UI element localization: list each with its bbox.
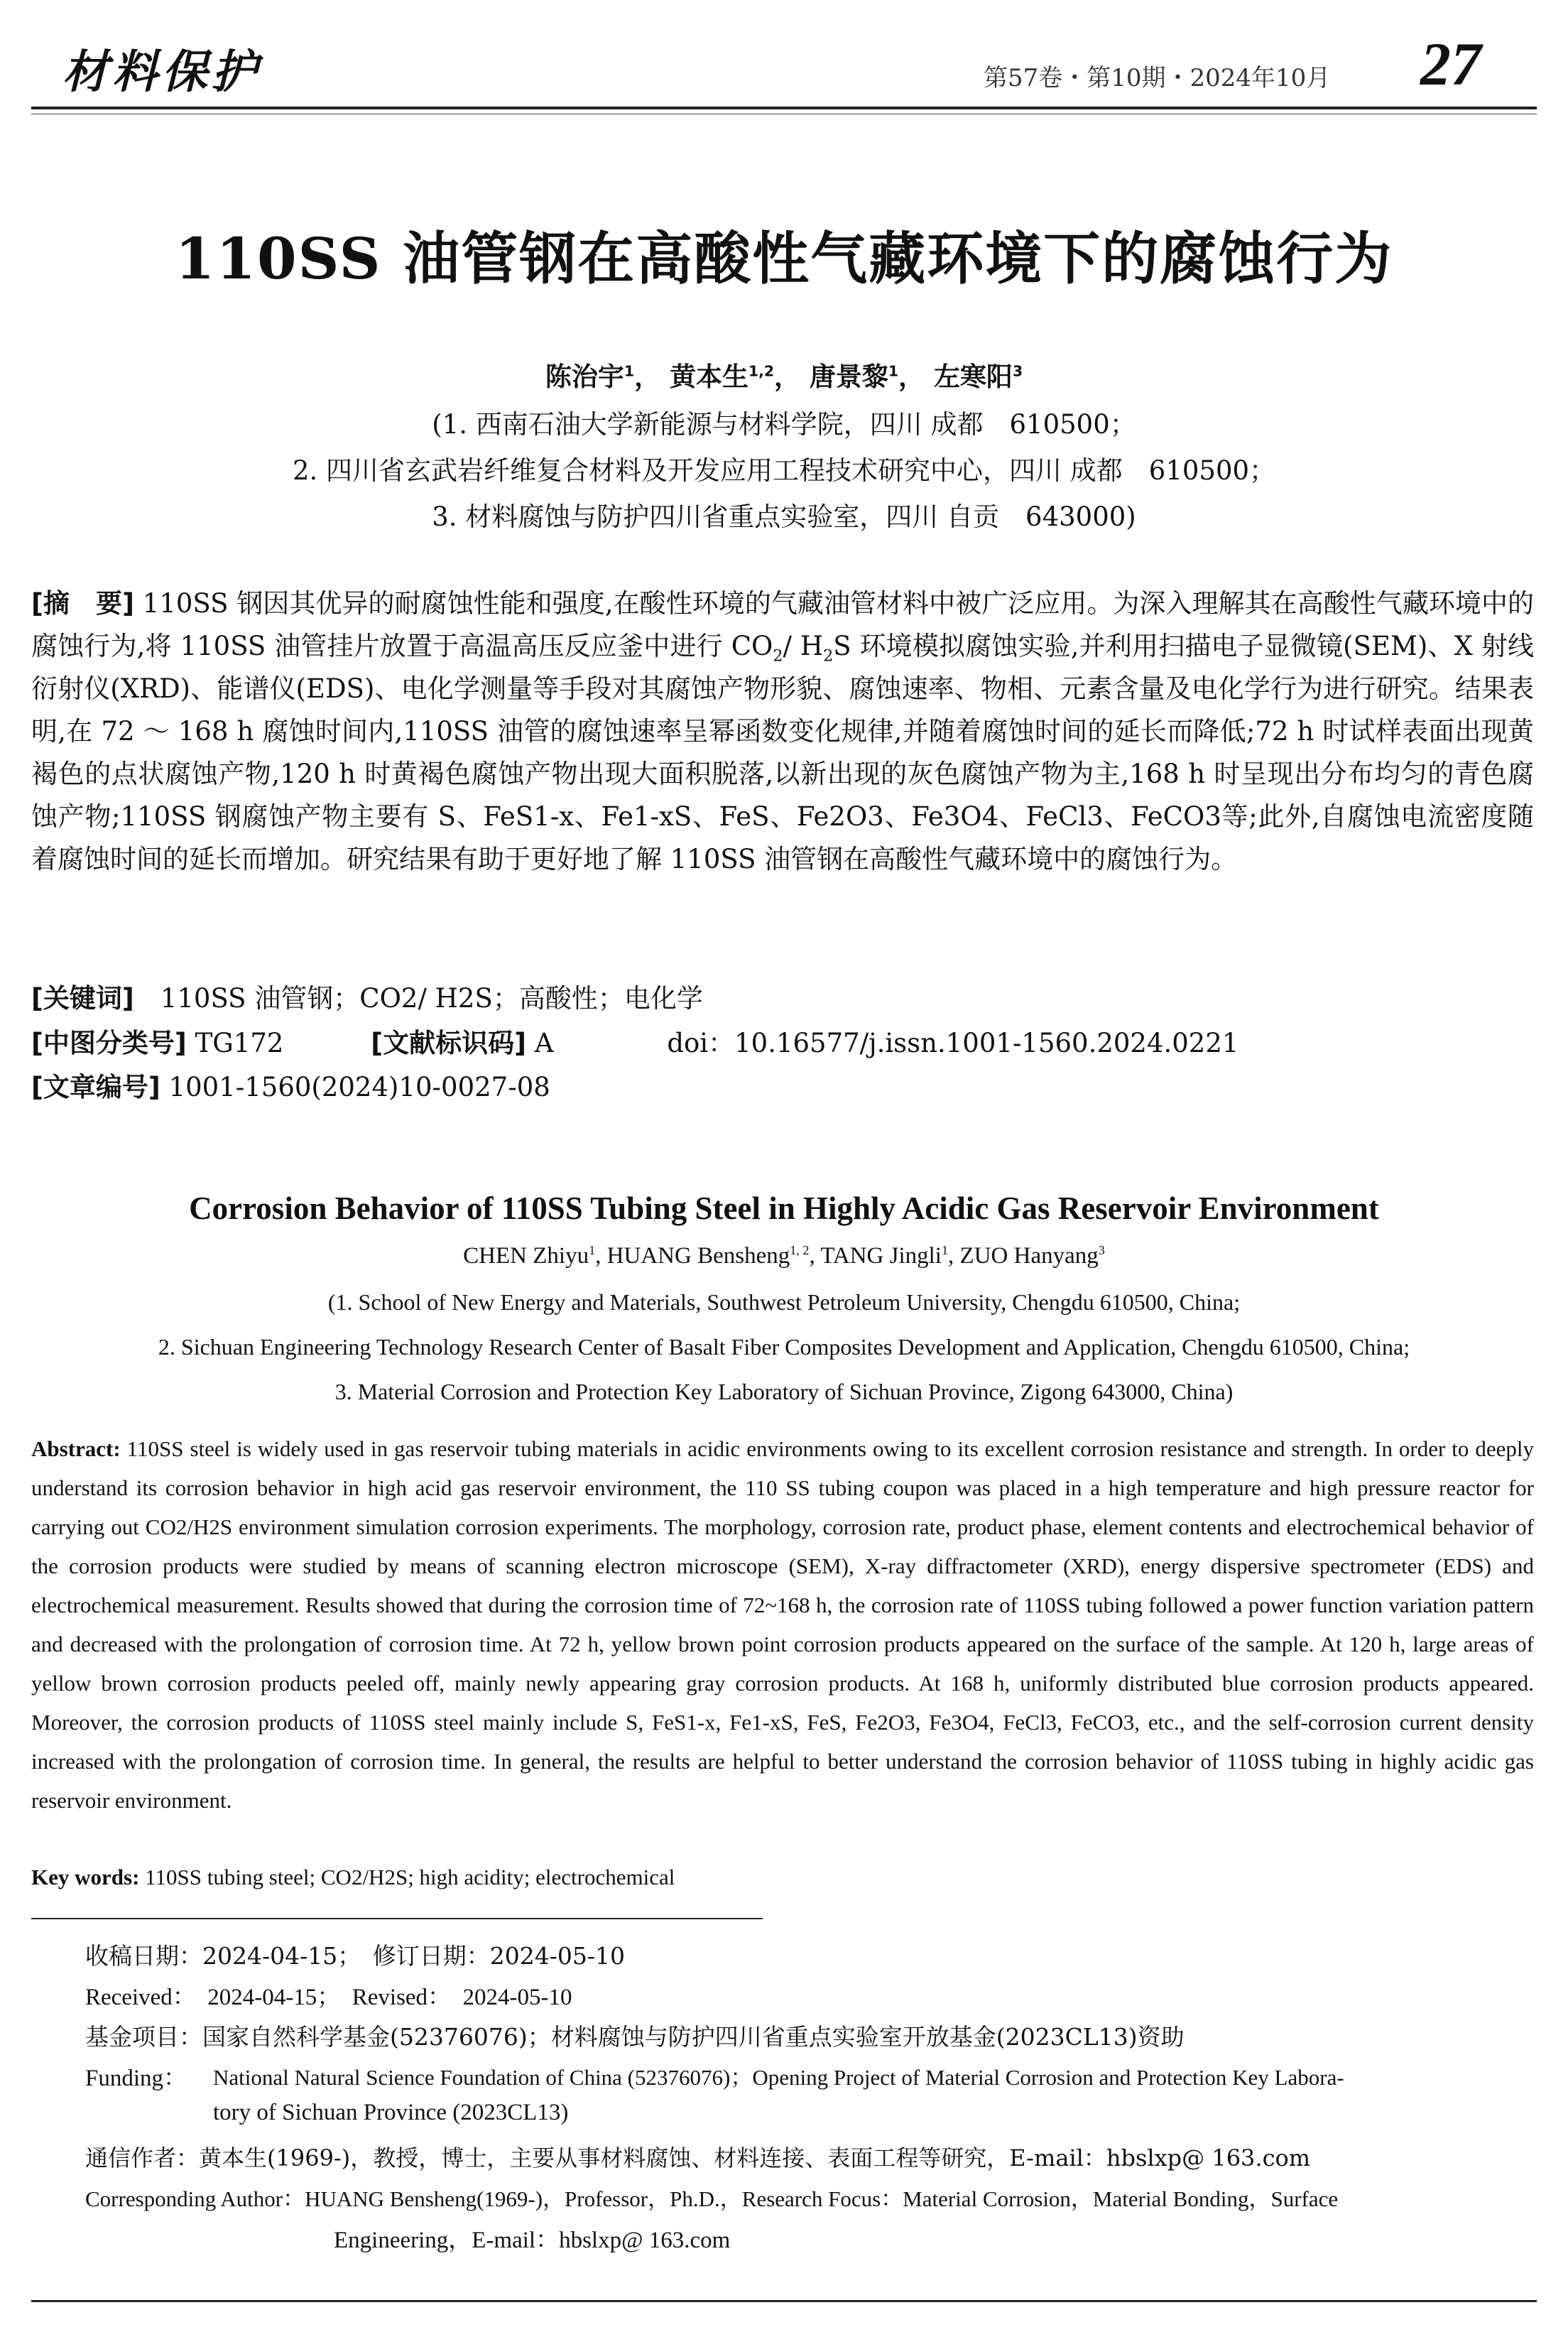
affiliation-cn-3: 3. 材料腐蚀与防护四川省重点实验室，四川 自贡 643000) (432, 501, 1136, 532)
page-number: 27 (1420, 30, 1481, 98)
affiliation-en-3: 3. Material Corrosion and Protection Key Laboratory of Sichuan Province, Zigong 643000, China) (334, 1379, 1234, 1404)
doi: doi：10.16577/j.issn.1001-1560.2024.0221 (667, 1028, 1239, 1058)
funding-cn: 基金项目：国家自然科学基金(52376076)；材料腐蚀与防护四川省重点实验室开放基金(2023CL13)资助 (85, 2023, 1185, 2051)
received-cn: 收稿日期：2024-04-15； 修订日期：2024-05-10 (85, 1942, 626, 1970)
corresponding-en-2: Engineering，E-mail：hbslxp@ 163.com (334, 2228, 731, 2253)
author-name: 左寒阳 (933, 362, 1013, 392)
author-aff: 3 (1012, 362, 1023, 380)
issue-info: 第57卷・第10期・2024年10月 (984, 64, 1331, 92)
author-name: 唐景黎 (809, 362, 888, 392)
authors-english: CHEN Zhiyu$^1$, HUANG Bensheng$^{1, 2}$, TANG Jingli$^1$, ZUO Hanyang$^3$ (463, 1243, 1105, 1269)
footnote-rule (31, 1918, 763, 1919)
funding-en-2: tory of Sichuan Province (2023CL13) (213, 2100, 569, 2125)
authors-chinese: 陈治宇$^1$， 黄本生$^{1,2}$， 唐景黎$^1$， 左寒阳$^3$ (545, 362, 1023, 392)
author-aff: 1 (888, 362, 899, 380)
footer-rule (31, 2300, 1537, 2302)
title-chinese: 110SS 油管钢在高酸性气藏环境下的腐蚀行为 (175, 225, 1393, 292)
classification-line: [中图分类号] TG172 [文献标识码] A doi：10.16577/j.issn.1001-1560.2024.0221 (31, 1028, 1239, 1058)
corresponding-en-1: Corresponding Author：HUANG Bensheng(1969-)，Professor，Ph.D.，Research Focus：Material Corrosion，Material Bonding，Surface (85, 2186, 1339, 2211)
funding-en-label: Funding： (85, 2066, 187, 2091)
author-aff: 1 (624, 362, 635, 380)
header-rule (31, 107, 1537, 109)
received-en: Received： 2024-04-15； Revised： 2024-05-10 (85, 1985, 572, 2010)
author-name: 陈治宇 (545, 362, 624, 392)
corresponding-cn: 通信作者：黄本生(1969-)，教授，博士，主要从事材料腐蚀、材料连接、表面工程等研究，E-mail：hbslxp@ 163.com (85, 2144, 1311, 2171)
affiliation-en-1: (1. School of New Energy and Materials, Southwest Petroleum University, Chengdu 610500, China; (327, 1289, 1241, 1315)
abstract-english (31, 1429, 1534, 1820)
affiliation-cn-1: (1. 西南石油大学新能源与材料学院，四川 成都 610500； (432, 409, 1136, 440)
affiliation-en-2: 2. Sichuan Engineering Technology Research Center of Basalt Fiber Composites Development and Application, Chengdu 610500, China; (158, 1334, 1410, 1360)
keywords-cn: [关键词] 110SS 油管钢；CO2/ H2S；高酸性；电化学 (31, 983, 703, 1014)
article-number: [文章编号] 1001-1560(2024)10-0027-08 (31, 1072, 550, 1102)
author-aff: 1,2 (748, 362, 774, 380)
abstract-chinese: [摘 要] 110SS 钢因其优异的耐腐蚀性能和强度,在酸性环境的气藏油管材料中被广泛应用。为深入理解其在高酸性气藏环境中的腐蚀行为,将 110SS 油管挂片放置于高温高压反应釜中进行 $CO_2/$ $H_2S$ 环境模拟腐蚀实验,并利用扫描电子显微镜(SEM)、X 射线衍射仪(XRD)、能谱仪(EDS)、电化学测量等手段对其腐蚀产物形貌、腐蚀速率、物相、元素含量及电化学行为进行研究。结果表明,在 72 ～ 168 h 腐蚀时间内,110SS 油管的腐蚀速率呈幂函数变化规律,并随着腐蚀时间的延长而降低;72 h 时试样表面出现黄褐色的点状腐蚀产物,120 h 时黄褐色腐蚀产物出现大面积脱落,以新出现的灰色腐蚀产物为主,168 h 时呈现出分布均匀的青色腐蚀产物;110SS 钢腐蚀产物主要有 S、FeS1-x、Fe1-xS、FeS、Fe2O3、Fe3O4、FeCl3、FeCO3等;此外,自腐蚀电流密度随着腐蚀时间的延长而增加。研究结果有助于更好地了解 110SS 油管钢在高酸性气藏环境中的腐蚀行为。 (31, 588, 1534, 874)
abstract-text-2: S 环境模拟腐蚀实验,并利用扫描电子显微镜(SEM)、X 射线衍射仪(XRD)、能谱仪(EDS)、电化学测量等手段对其腐蚀产物形貌、腐蚀速率、物相、元素含量及电化学行为进行研究。结果表明,在 72 ～ 168 h 腐蚀时间内,110SS 油管的腐蚀速率呈幂函数变化规律,并随着腐蚀时间的延长而降低;72 h 时试样表面出现黄褐色的点状腐蚀产物,120 h 时黄褐色腐蚀产物出现大面积脱落,以新出现的灰色腐蚀产物为主,168 h 时呈现出分布均匀的青色腐蚀产物;110SS 钢腐蚀产物主要有 (31, 631, 1534, 832)
abstract-label: [摘 要] (31, 588, 134, 619)
keywords-en: Key words: 110SS tubing steel; CO2/H2S; high acidity; electrochemical (31, 1865, 675, 1889)
abstract-en-text: 110SS steel is widely used in gas reservoir tubing materials in acidic environments owing to its excellent corrosion resistance and strength. In order to deeply understand its corrosion behavior in high acid gas reservoir environment, the 110 SS tubing coupon was placed in a high temperature and high pressure reactor for carrying out CO2/H2S environment simulation corrosion experiments. The morphology, corrosion rate, product phase, element contents and electrochemical behavior of the corrosion products were studied by means of scanning electron microscope (SEM), X-ray diffractometer (XRD), energy dispersive spectrometer (EDS) and electrochemical measurement. Results showed that during the corrosion time of 72~168 h, the corrosion rate of 110SS tubing followed a power function variation pattern and decreased with the prolongation of corrosion time. At 72 h, yellow brown point corrosion products appeared on the surface of the sample. At 120 h, large areas of yellow brown corrosion products peeled off, mainly newly appearing gray corrosion products. At 168 h, uniformly distributed blue corrosion products appeared. Moreover, the corrosion products of 110SS steel mainly include S, FeS1-x, Fe1-xS, FeS, Fe2O3, Fe3O4, FeCl3, FeCO3, etc., and the self-corrosion current density increased with the prolongation of corrosion time. In general, the results are helpful to better understand the corrosion behavior of 110SS tubing in highly acidic gas reservoir environment. (31, 1436, 1534, 1813)
funding-en-1: National Natural Science Foundation of China (52376076)；Opening Project of Material Corrosion and Protection Key Labora- (213, 2065, 1344, 2090)
abstract-products: S、FeS1-x、Fe1-xS、FeS、Fe2O3、Fe3O4、FeCl3、FeCO3 (437, 801, 1221, 832)
journal-logo: 材料保护 (62, 45, 261, 99)
title-english: Corrosion Behavior of 110SS Tubing Steel in Highly Acidic Gas Reservoir Environment (189, 1191, 1379, 1226)
abstract-text-1: 110SS 钢因其优异的耐腐蚀性能和强度,在酸性环境的气藏油管材料中被广泛应用。为深入理解其在高酸性气藏环境中的腐蚀行为,将 110SS 油管挂片放置于高温高压反应釜中进行 (31, 588, 1534, 661)
author-name: 黄本生 (669, 362, 748, 392)
affiliation-cn-2: 2. 四川省玄武岩纤维复合材料及开发应用工程技术研究中心，四川 成都 610500； (292, 455, 1276, 486)
abstract-text-3: 等;此外,自腐蚀电流密度随着腐蚀时间的延长而增加。研究结果有助于更好地了解 110SS 油管钢在高酸性气藏环境中的腐蚀行为。 (31, 801, 1534, 874)
abstract-en-label: Abstract: (31, 1436, 121, 1461)
